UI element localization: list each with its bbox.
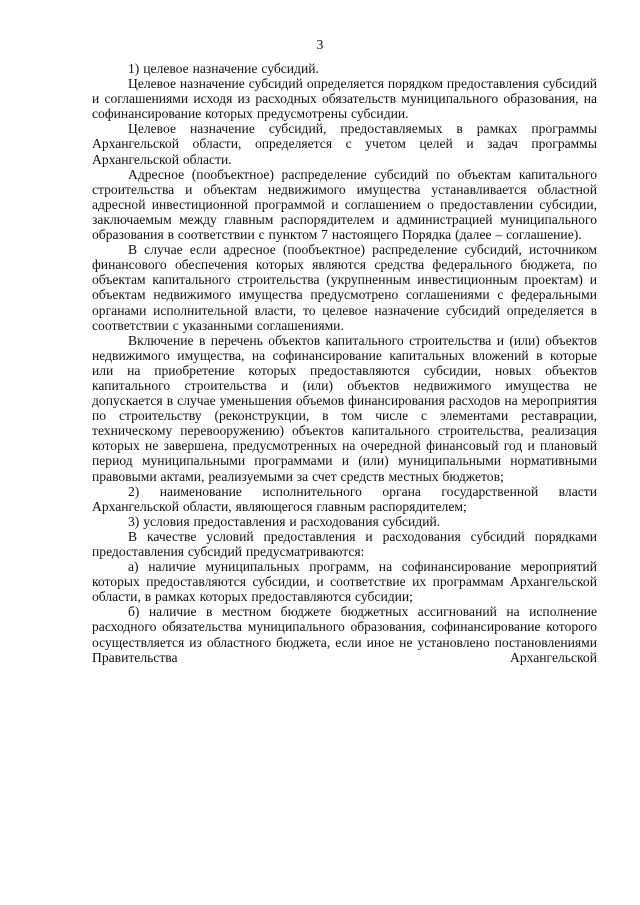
paragraph: Адресное (пообъектное) распределение субсидий по объектам капитального строительства и объектам недвижимого имущества устанавливается областной адресной инвестиционной программой и соглашением о предоставлении субсидии, заключаемым между главным распорядителем и администрацией муниципального образования в соответствии с пунктом 7 настоящего Порядка (далее – соглашение). bbox=[92, 166, 597, 243]
paragraph: 3) условия предоставления и расходования субсидий. bbox=[128, 513, 441, 529]
paragraph: Включение в перечень объектов капитального строительства и (или) объектов недвижимого имущества, на софинансирование капитальных вложений в которые или на приобретение которых предоставляются субсидии, новых объектов капитального строительства и (или) объектов недвижимого имущества не допускается в случае уменьшения объемов финансирования расходов на мероприятия по строительству (реконструкции, в том числе с элементами реставрации, техническому перевооружению) объектов капитального строительства, реализация которых не завершена, предусмотренных на очередной финансовый год и плановый период муниципальными программами и (или) муниципальными нормативными правовыми актами, реализуемыми за счет средств местных бюджетов; bbox=[92, 332, 597, 484]
paragraph: 1) целевое назначение субсидий. bbox=[128, 61, 319, 76]
paragraph: б) наличие в местном бюджете бюджетных ассигнований на исполнение расходного обязательства муниципального образования, софинансирование которого осуществляется из областного бюджета, если иное не установлено постановлениями Правительства Архангельской bbox=[92, 604, 597, 665]
paragraph: 2) наименование исполнительного органа государственной власти Архангельской области, являющегося главным распорядителем; bbox=[92, 483, 597, 514]
document-body bbox=[92, 61, 597, 665]
paragraph: а) наличие муниципальных программ, на софинансирование мероприятий которых предоставляются субсидии, и соответствие их программам Архангельской области, в рамках которых предоставляются субсидии; bbox=[92, 559, 597, 605]
paragraph: В случае если адресное (пообъектное) распределение субсидий, источником финансового обеспечения которых являются средства федерального бюджета, по объектам капитального строительства (укрупненным инвестиционным проектам) и объектам недвижимого имущества предусмотрено соглашениями с федеральными органами исполнительной власти, то целевое назначение субсидий определяется в соответствии с указанными соглашениями. bbox=[92, 242, 597, 333]
paragraph: Целевое назначение субсидий, предоставляемых в рамках программы Архангельской области, определяется с учетом целей и задач программы Архангельской области. bbox=[92, 121, 597, 167]
paragraph: Целевое назначение субсидий определяется порядком предоставления субсидий и соглашениями исходя из расходных обязательств муниципального образования, на софинансирование которых предусмотрены субсидии. bbox=[92, 76, 597, 122]
paragraph: В качестве условий предоставления и расходования субсидий порядками предоставления субсидий предусматриваются: bbox=[92, 528, 597, 559]
page-number: 3 bbox=[316, 37, 324, 52]
